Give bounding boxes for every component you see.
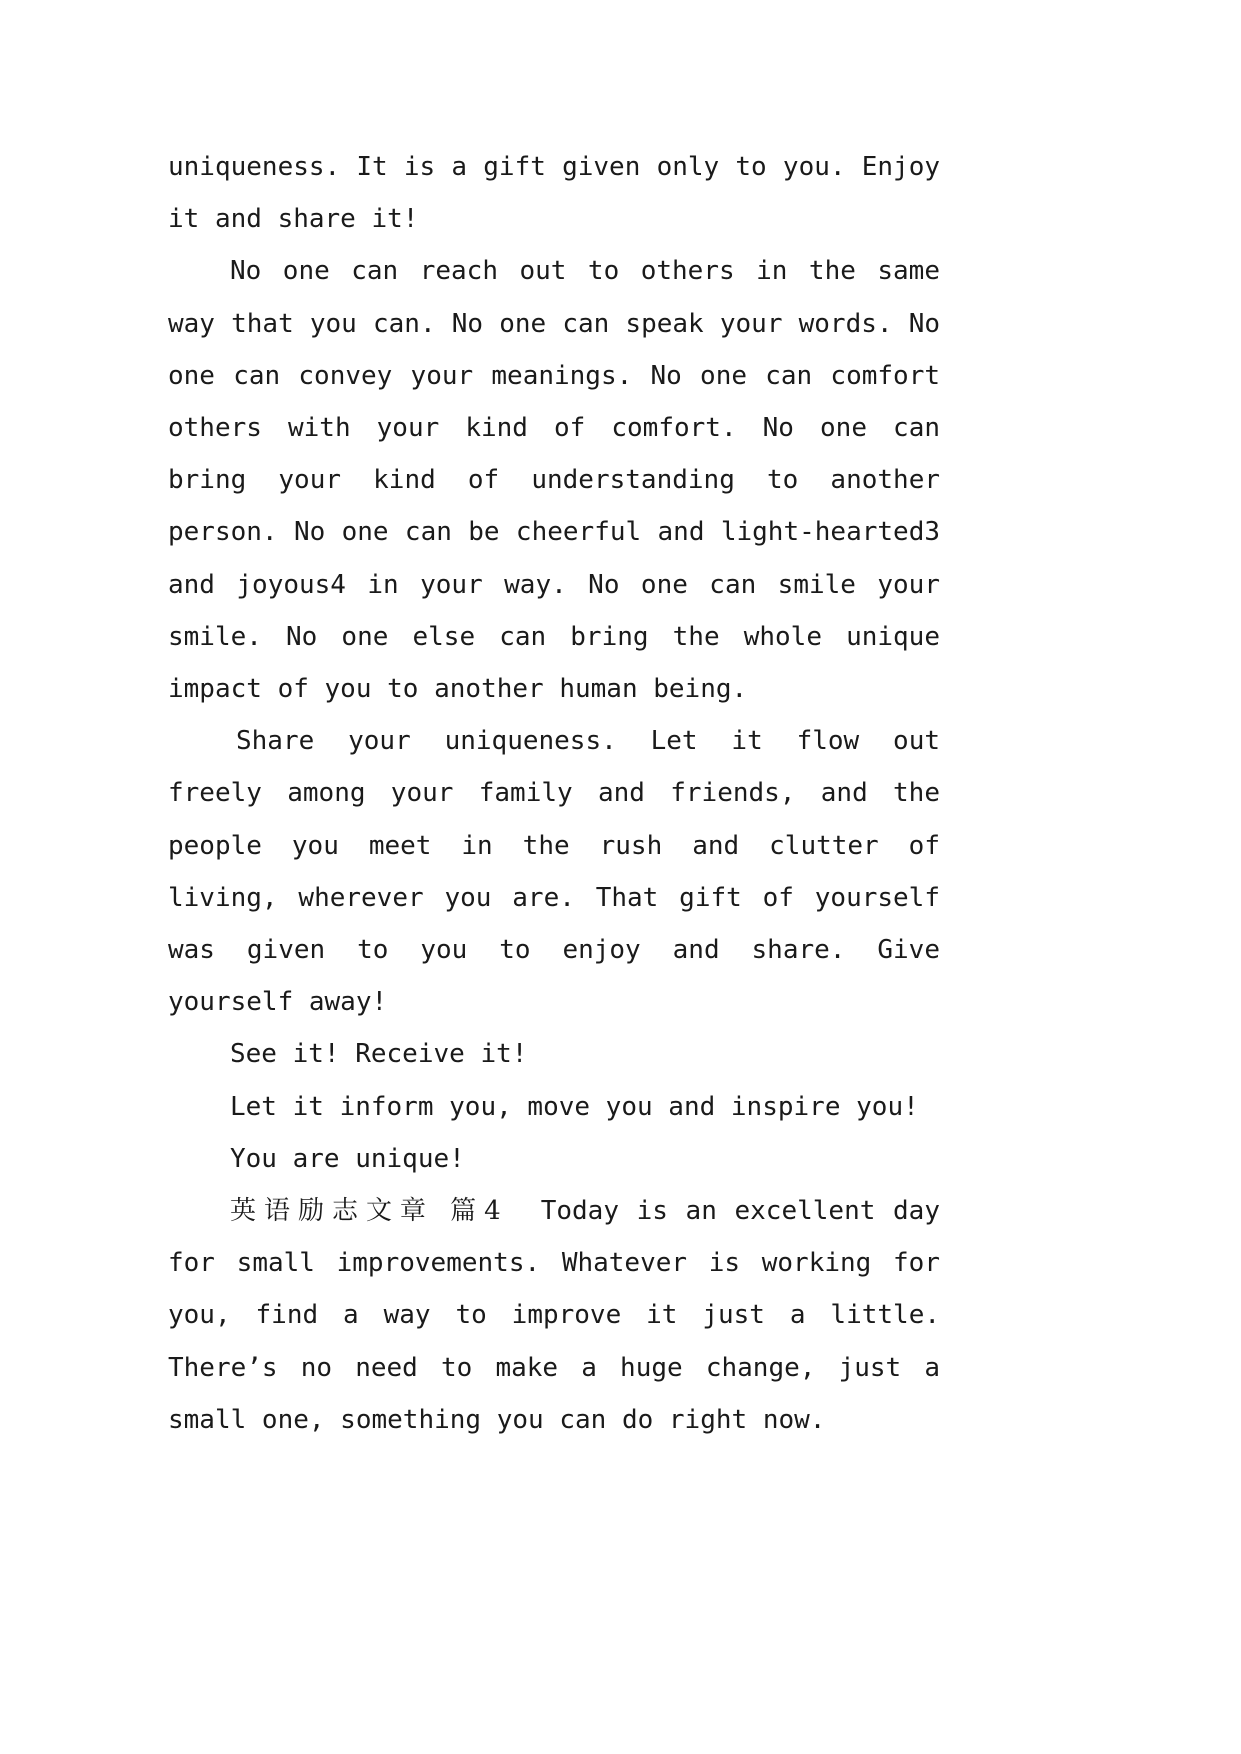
paragraph-no-one-can: No one can reach out to others in the same way that you can. No one can speak your words. No one can convey your meanings. No one can comfort others with your kind of comfort. No one can bring your kind of understanding to another person. No one can be cheerful and light-hearted3 and joyous4 in your way. No one can smile your smile. No one else can bring the whole unique impact of you to another human being. [168,256,940,705]
section-heading: 英语励志文章 篇4 [230,1196,507,1227]
paragraph-you-are-unique: You are unique! [230,1143,465,1174]
article-text [168,141,940,1446]
paragraph-section-4 [168,1185,940,1446]
paragraph-let-it-inform: Let it inform you, move you and inspire you! [230,1091,919,1122]
paragraph-uniqueness-gift: uniqueness. It is a gift given only to you. Enjoy it and share it! [168,152,940,235]
paragraph-share-uniqueness: Share your uniqueness. Let it flow out freely among your family and friends, and the people you meet in the rush and clutter of living, wherever you are. That gift of yourself was given to you to enjoy and share. Give yourself away! [168,726,940,1018]
section-4-body: Today is an excellent day for small improvements. Whatever is working for you, find a way to improve it just a little. There’s no need to make a huge change, just a small one, something you can do right now. [168,1196,940,1435]
paragraph-see-it: See it! Receive it! [230,1039,528,1070]
